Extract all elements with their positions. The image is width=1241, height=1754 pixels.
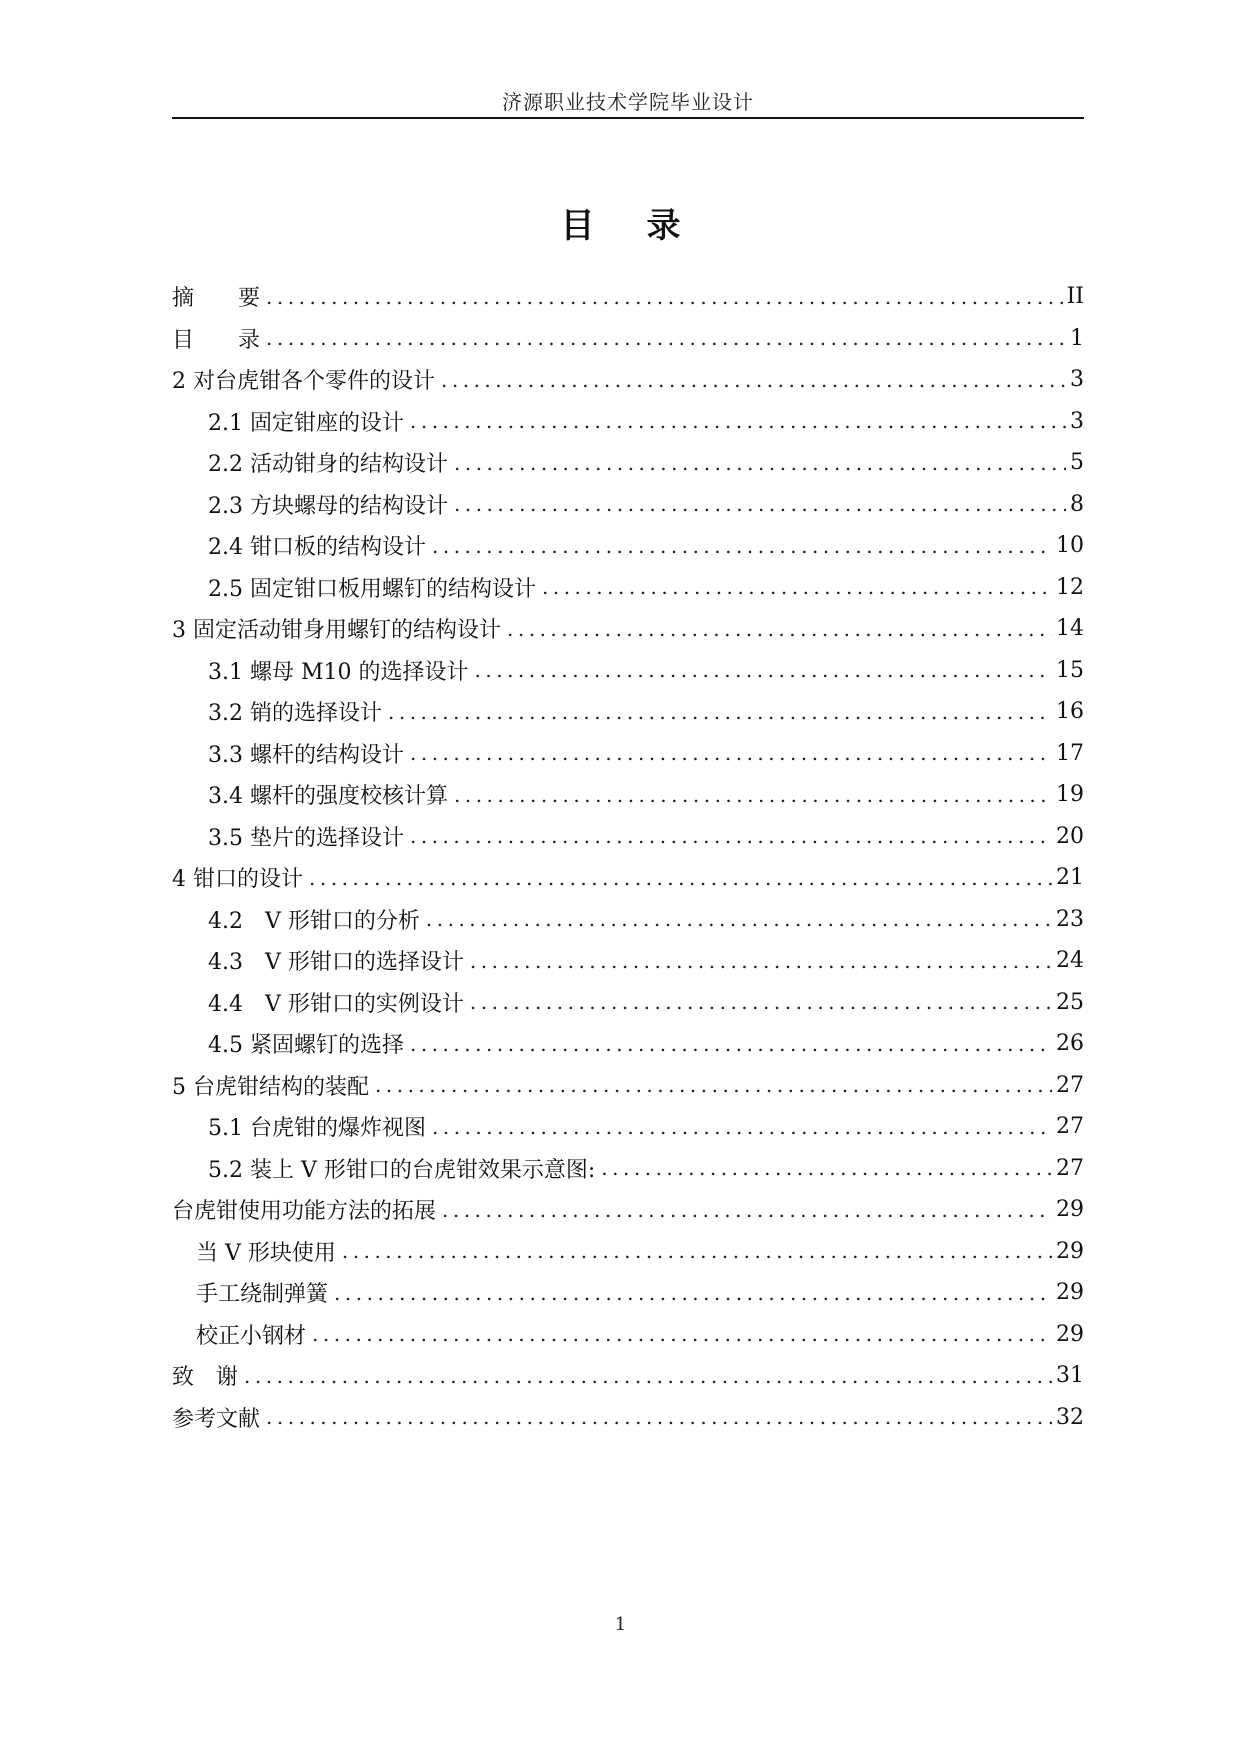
toc-dot-leader <box>410 824 1052 848</box>
toc-dot-leader <box>432 534 1052 558</box>
toc-entry-label: 台虎钳使用功能方法的拓展 <box>172 1199 437 1225</box>
toc-entry-page: 3 <box>1070 367 1084 393</box>
toc-dot-leader <box>601 1156 1052 1180</box>
toc-entry[interactable] <box>208 816 1084 858</box>
toc-entry[interactable] <box>172 857 1084 899</box>
toc-dot-leader <box>475 658 1053 682</box>
toc-entry-page: 21 <box>1056 865 1084 891</box>
toc-entry[interactable] <box>172 359 1084 401</box>
toc-entry-page: 25 <box>1056 989 1084 1015</box>
toc-entry-label: 目 录 <box>172 327 261 353</box>
toc-dot-leader <box>442 1198 1052 1222</box>
toc-entry[interactable] <box>208 1148 1084 1190</box>
toc-entry-page: 27 <box>1056 1114 1084 1140</box>
toc-dot-leader <box>266 285 1063 309</box>
toc-entry-label: 参考文献 <box>172 1406 261 1432</box>
toc-entry[interactable] <box>196 1314 1084 1356</box>
toc-entry-page: 31 <box>1056 1363 1084 1389</box>
toc-entry-page: 19 <box>1056 782 1084 808</box>
toc-dot-leader <box>309 866 1052 890</box>
toc-list <box>0 276 1241 1438</box>
toc-entry-page: 3 <box>1070 408 1084 434</box>
toc-entry[interactable] <box>208 401 1084 443</box>
toc-entry-label: 2.1 固定钳座的设计 <box>208 410 404 436</box>
toc-entry[interactable] <box>172 318 1084 360</box>
toc-entry-page: 10 <box>1056 533 1084 559</box>
toc-entry-label: 2 对台虎钳各个零件的设计 <box>172 369 435 395</box>
toc-entry-page: 8 <box>1070 491 1084 517</box>
toc-entry-page: 23 <box>1056 906 1084 932</box>
toc-entry[interactable] <box>172 1065 1084 1107</box>
toc-dot-leader <box>388 700 1052 724</box>
toc-dot-leader <box>470 990 1052 1014</box>
toc-title-part1: 目 <box>560 206 595 246</box>
page-number: 1 <box>614 1614 627 1635</box>
toc-entry[interactable] <box>208 940 1084 982</box>
toc-entry-label: 校正小钢材 <box>196 1323 307 1349</box>
toc-entry-page: 5 <box>1070 450 1084 476</box>
toc-entry[interactable] <box>172 608 1084 650</box>
toc-entry[interactable] <box>172 276 1084 318</box>
toc-dot-leader <box>454 451 1066 475</box>
toc-dot-leader <box>410 409 1066 433</box>
toc-entry-page: 17 <box>1056 740 1084 766</box>
toc-dot-leader <box>542 575 1052 599</box>
toc-dot-leader <box>375 1073 1052 1097</box>
toc-dot-leader <box>312 1322 1052 1346</box>
toc-entry-page: 12 <box>1056 574 1084 600</box>
toc-entry-label: 2.5 固定钳口板用螺钉的结构设计 <box>208 576 536 602</box>
toc-entry-label: 4.5 紧固螺钉的选择 <box>208 1033 404 1059</box>
toc-dot-leader <box>410 1032 1052 1056</box>
toc-entry[interactable] <box>208 899 1084 941</box>
toc-entry-page: 1 <box>1070 325 1084 351</box>
toc-entry-label: 摘 要 <box>172 286 261 312</box>
toc-entry-label: 3.1 螺母 M10 的选择设计 <box>208 659 469 685</box>
toc-entry[interactable] <box>208 567 1084 609</box>
toc-entry-label: 手工绕制弹簧 <box>196 1282 329 1308</box>
toc-entry[interactable] <box>208 774 1084 816</box>
toc-entry-page: 27 <box>1056 1155 1084 1181</box>
toc-dot-leader <box>454 492 1066 516</box>
toc-entry[interactable] <box>208 691 1084 733</box>
toc-entry-label: 3.5 垫片的选择设计 <box>208 825 404 851</box>
toc-entry-label: 5 台虎钳结构的装配 <box>172 1074 369 1100</box>
toc-title-part2: 录 <box>646 206 681 246</box>
running-header: 济源职业技术学院毕业设计 <box>502 90 754 114</box>
toc-entry-page: 32 <box>1056 1404 1084 1430</box>
toc-entry-label: 4.2 V 形钳口的分析 <box>208 908 420 934</box>
toc-dot-leader <box>334 1281 1052 1305</box>
toc-entry-page: 26 <box>1056 1031 1084 1057</box>
toc-entry-page: 24 <box>1056 948 1084 974</box>
toc-entry-page: 29 <box>1056 1280 1084 1306</box>
toc-entry[interactable] <box>208 733 1084 775</box>
toc-entry[interactable] <box>208 1023 1084 1065</box>
toc-entry[interactable] <box>172 1397 1084 1439</box>
toc-entry-label: 当 V 形块使用 <box>196 1240 336 1266</box>
toc-entry[interactable] <box>172 1355 1084 1397</box>
toc-entry-page: 15 <box>1056 657 1084 683</box>
toc-entry[interactable] <box>196 1231 1084 1273</box>
header-rule <box>172 117 1084 119</box>
toc-dot-leader <box>426 907 1052 931</box>
toc-entry-page: 16 <box>1056 699 1084 725</box>
toc-dot-leader <box>507 617 1052 641</box>
toc-dot-leader <box>244 1364 1052 1388</box>
toc-entry[interactable] <box>172 1189 1084 1231</box>
toc-entry-page: 29 <box>1056 1321 1084 1347</box>
toc-entry-label: 致 谢 <box>172 1365 239 1391</box>
toc-entry[interactable] <box>208 525 1084 567</box>
toc-entry-page: II <box>1066 284 1084 310</box>
toc-entry-page: 29 <box>1056 1238 1084 1264</box>
toc-dot-leader <box>266 1405 1052 1429</box>
toc-entry-label: 4.3 V 形钳口的选择设计 <box>208 950 464 976</box>
toc-entry-label: 5.2 装上 V 形钳口的台虎钳效果示意图: <box>208 1157 596 1183</box>
toc-entry-page: 29 <box>1056 1197 1084 1223</box>
toc-entry-page: 20 <box>1056 823 1084 849</box>
toc-dot-leader <box>432 1115 1052 1139</box>
toc-entry-page: 27 <box>1056 1072 1084 1098</box>
toc-entry-label: 3.2 销的选择设计 <box>208 701 382 727</box>
toc-dot-leader <box>441 368 1066 392</box>
toc-dot-leader <box>410 741 1052 765</box>
toc-entry[interactable] <box>196 1272 1084 1314</box>
toc-entry-label: 3.4 螺杆的强度校核计算 <box>208 784 448 810</box>
toc-dot-leader <box>470 949 1052 973</box>
toc-entry-label: 5.1 台虎钳的爆炸视图 <box>208 1116 426 1142</box>
toc-entry-page: 14 <box>1056 616 1084 642</box>
toc-dot-leader <box>266 326 1066 350</box>
toc-dot-leader <box>454 783 1052 807</box>
toc-entry-label: 2.3 方块螺母的结构设计 <box>208 493 448 519</box>
toc-entry[interactable] <box>208 1106 1084 1148</box>
toc-entry[interactable] <box>208 484 1084 526</box>
toc-dot-leader <box>342 1239 1052 1263</box>
toc-entry-label: 4 钳口的设计 <box>172 867 303 893</box>
toc-entry-label: 3 固定活动钳身用螺钉的结构设计 <box>172 618 501 644</box>
toc-entry[interactable] <box>208 982 1084 1024</box>
toc-entry-label: 3.3 螺杆的结构设计 <box>208 742 404 768</box>
toc-entry-label: 2.4 钳口板的结构设计 <box>208 535 426 561</box>
toc-entry-label: 4.4 V 形钳口的实例设计 <box>208 991 464 1017</box>
toc-entry-label: 2.2 活动钳身的结构设计 <box>208 452 448 478</box>
toc-entry[interactable] <box>208 442 1084 484</box>
toc-entry[interactable] <box>208 650 1084 692</box>
toc-title <box>0 198 1241 247</box>
